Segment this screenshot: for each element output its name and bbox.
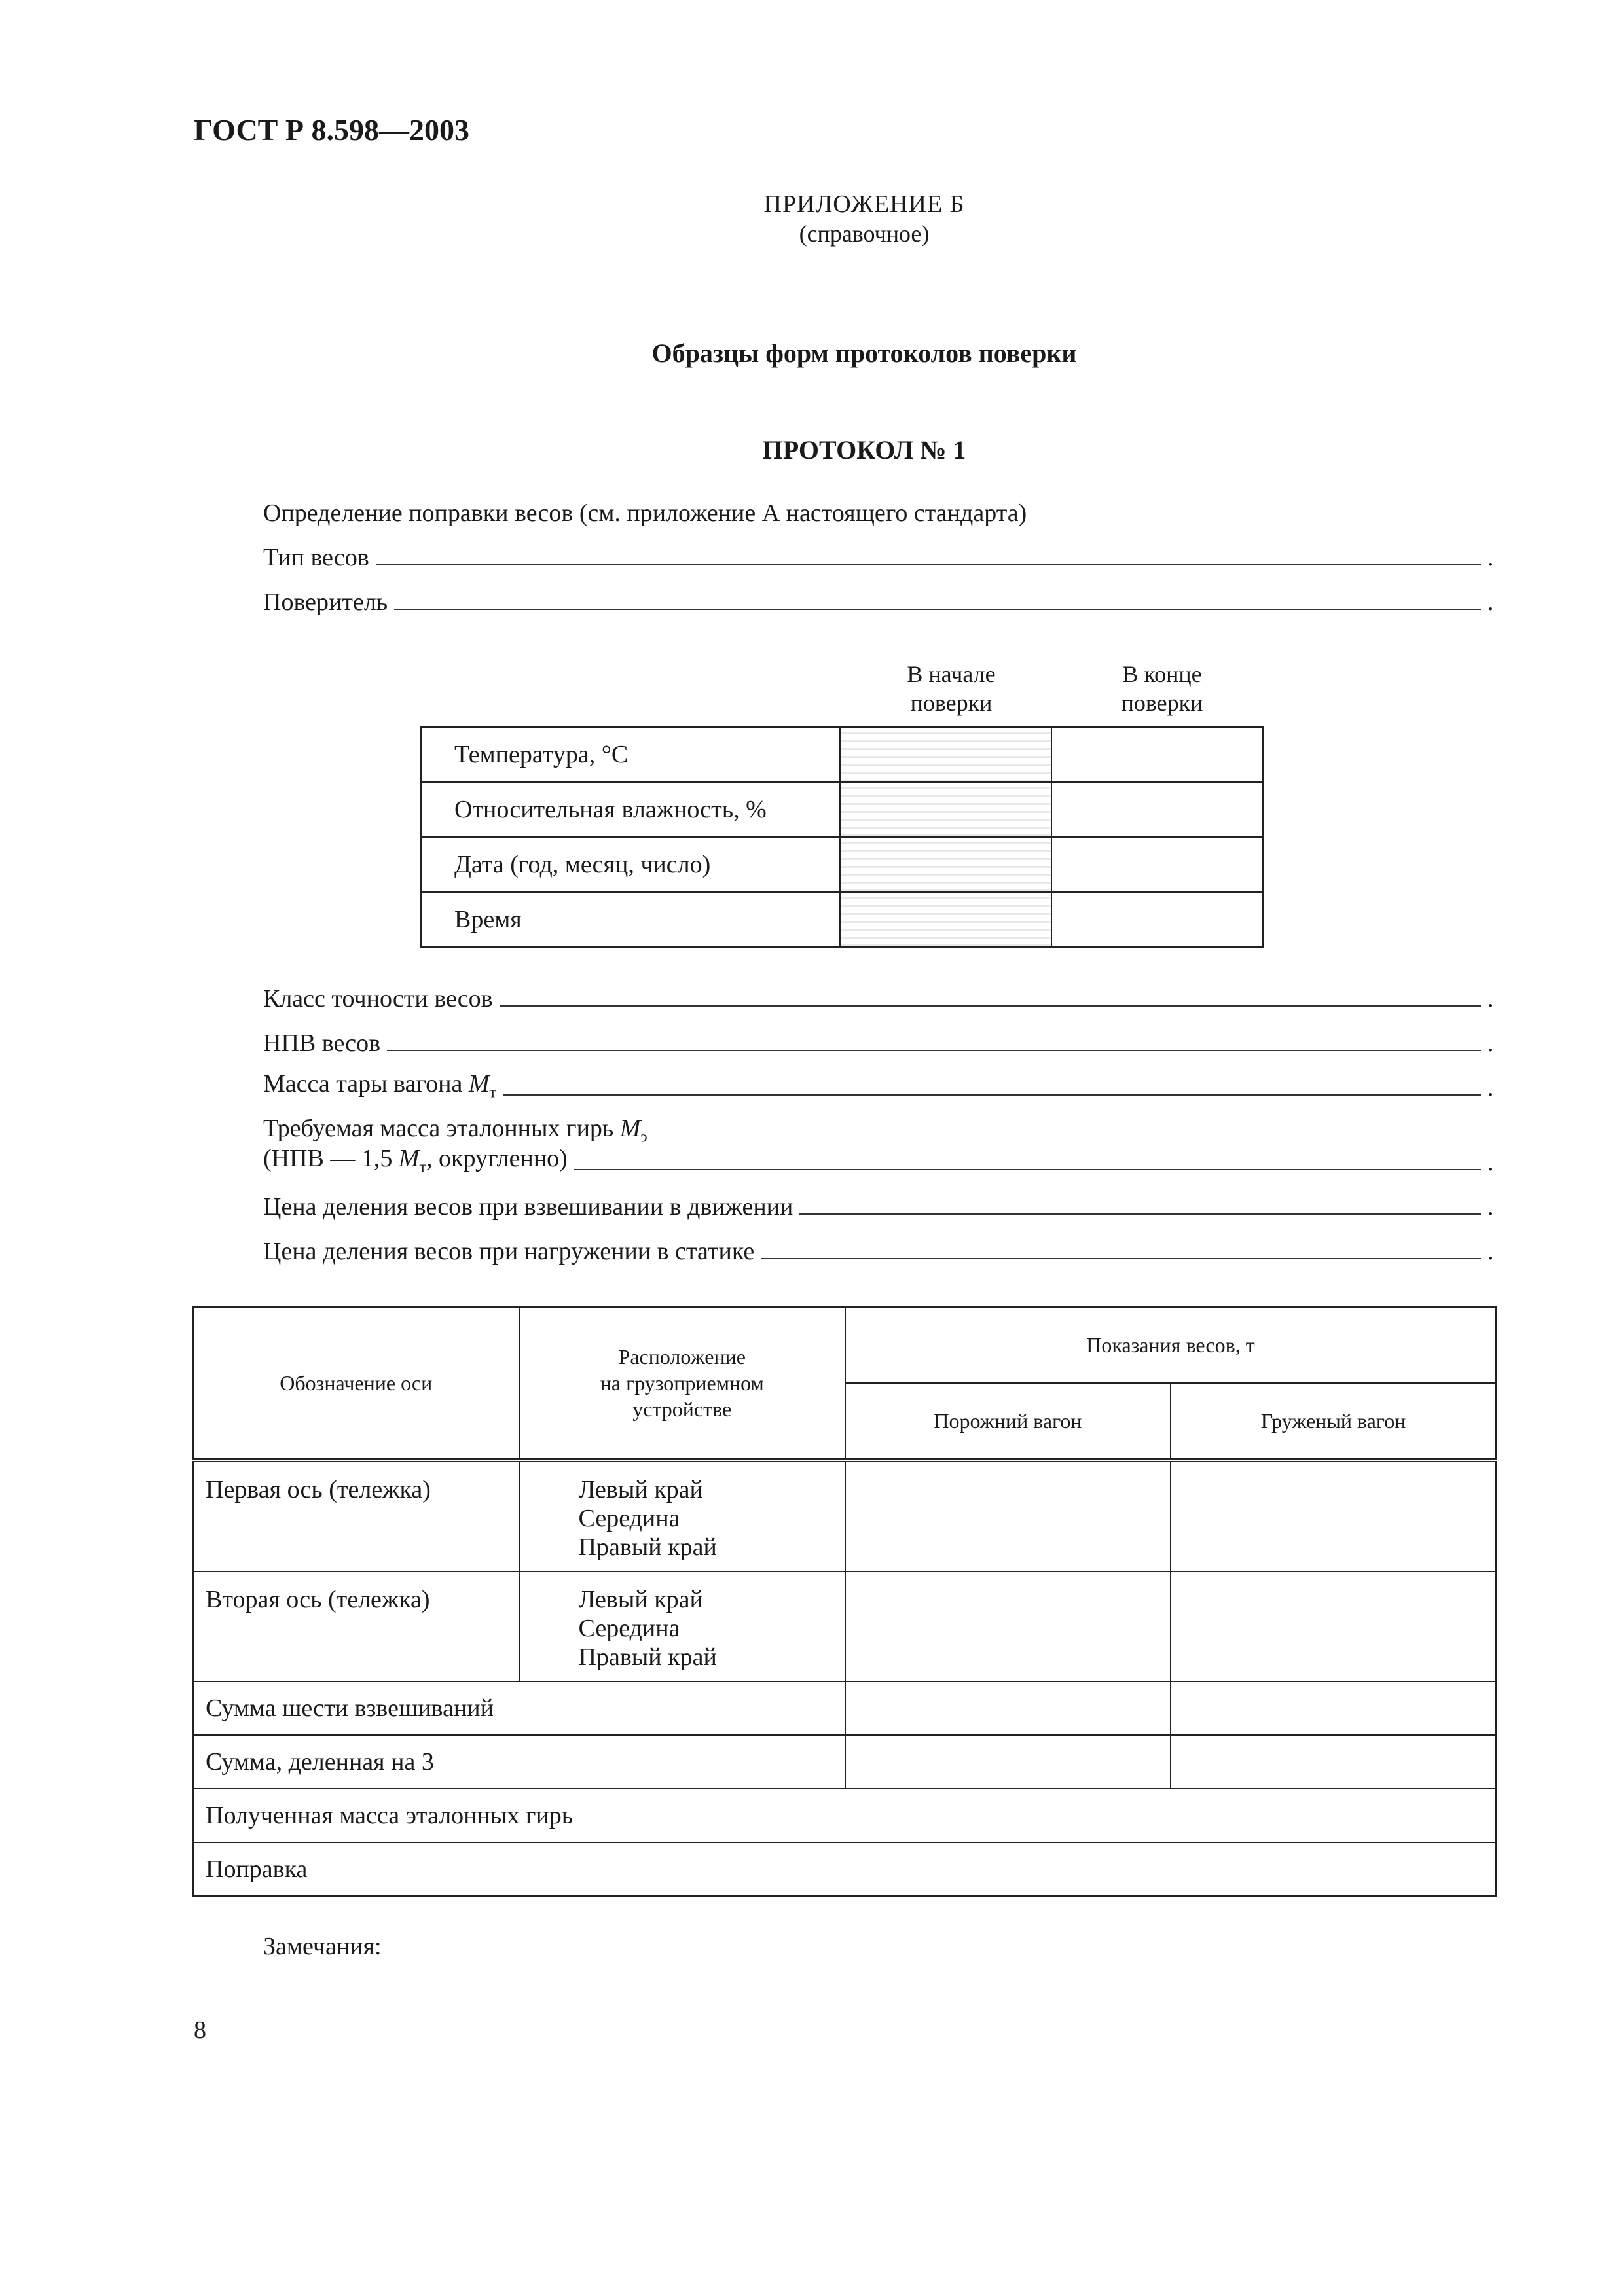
table-row [193,1681,1496,1735]
condition-label: Относительная влажность, % [421,782,840,837]
npv-blank [387,1050,1481,1051]
header-position-line3: устройстве [632,1397,732,1421]
header-position-line1: Расположение [618,1345,746,1369]
npv-label: НПВ весов [263,1030,381,1057]
header-loaded-wagon: Груженый вагон [1171,1383,1496,1460]
axis-cell: Вторая ось (тележка) [193,1571,519,1681]
col-end-line2: поверки [1121,690,1203,716]
required-mass-label: Требуемая масса эталонных гирь [263,1115,614,1143]
division-motion-field [263,1185,1494,1221]
position-middle: Середина [578,1505,680,1532]
table-row [193,1571,1496,1681]
required-formula-a: (НПВ — 1,5 [263,1145,393,1173]
table-row [421,837,1263,892]
division-static-blank [761,1258,1481,1259]
empty-wagon-cell [845,1571,1171,1681]
period: . [1487,1238,1494,1265]
required-formula-b: , округленно) [426,1145,568,1173]
header-empty-wagon: Порожний вагон [845,1383,1171,1460]
obtained-mass-cell: Полученная масса эталонных гирь [193,1789,1496,1842]
division-motion-label: Цена деления весов при взвешивании в движении [263,1193,793,1221]
formula-symbol-letter: M [398,1145,420,1173]
position-middle: Середина [578,1615,680,1642]
condition-start-cell [840,727,1051,782]
condition-label: Температура, °С [421,727,840,782]
header-row [193,1307,1496,1383]
position-right: Правый край [578,1643,717,1671]
tare-symbol [468,1070,496,1102]
condition-label: Время [421,892,840,947]
condition-start-cell [840,837,1051,892]
tare-field [263,1066,1494,1102]
scale-type-blank [376,564,1481,565]
condition-start-cell [840,892,1051,947]
header-axis: Обозначение оси [193,1307,519,1460]
condition-end-cell [1051,727,1263,782]
col-end-heading [1057,660,1267,717]
col-start-line1: В начале [907,661,996,687]
condition-label: Дата (год, месяц, число) [421,837,840,892]
division-motion-blank [799,1213,1481,1215]
position-left: Левый край [578,1476,703,1503]
division-static-label: Цена деления весов при нагружении в статике [263,1238,755,1265]
table-row [193,1842,1496,1896]
required-mass-blank [574,1169,1481,1170]
scale-type-label: Тип весов [263,544,369,571]
verification-table [192,1306,1497,1897]
period: . [1487,1030,1494,1057]
verifier-field [263,580,1494,617]
col-start-heading [846,660,1057,717]
table-row [193,1789,1496,1842]
condition-end-cell [1051,837,1263,892]
protocol-title: ПРОТОКОЛ № 1 [762,435,966,465]
required-symbol-letter: M [619,1115,641,1143]
position-right: Правый край [578,1534,717,1561]
position-cell [519,1571,845,1681]
tare-symbol-letter: M [468,1070,490,1098]
required-formula [263,1144,568,1177]
verifier-blank [394,609,1481,610]
table-row [193,1460,1496,1571]
correction-cell: Поправка [193,1842,1496,1896]
table-row [421,782,1263,837]
header-position-line2: на грузоприемном [600,1371,764,1395]
period: . [1487,588,1494,616]
accuracy-class-label: Класс точности весов [263,985,493,1013]
division-static-field [263,1229,1494,1266]
appendix-subtitle: (справочное) [799,221,930,247]
position-cell [519,1460,845,1571]
table-row [421,727,1263,782]
required-symbol [619,1115,647,1146]
period: . [1487,544,1494,571]
page-number: 8 [194,2017,206,2044]
header-position [519,1307,845,1460]
period: . [1487,1149,1494,1176]
loaded-wagon-cell [1171,1681,1496,1735]
table-row [193,1735,1496,1789]
condition-end-cell [1051,892,1263,947]
tare-label: Масса тары вагона [263,1070,463,1098]
empty-wagon-cell [845,1681,1171,1735]
forms-title: Образцы форм протоколов поверки [651,338,1077,368]
intro-text: Определение поправки весов (см. приложение А настоящего стандарта) [263,499,1027,527]
appendix-title: ПРИЛОЖЕНИЕ Б [763,190,965,218]
tare-symbol-sub: т [489,1085,496,1102]
conditions-table [420,726,1264,948]
scale-type-field [263,535,1494,572]
accuracy-class-blank [500,1005,1481,1007]
sum-div3-cell: Сумма, деленная на 3 [193,1735,845,1789]
table-row [421,892,1263,947]
condition-start-cell [840,782,1051,837]
empty-wagon-cell [845,1735,1171,1789]
period: . [1487,985,1494,1013]
loaded-wagon-cell [1171,1571,1496,1681]
loaded-wagon-cell [1171,1735,1496,1789]
empty-wagon-cell [845,1460,1171,1571]
accuracy-class-field [263,977,1494,1013]
sum-six-cell: Сумма шести взвешиваний [193,1681,845,1735]
remarks-label: Замечания: [263,1933,382,1960]
required-symbol-sub: э [640,1129,647,1146]
formula-symbol [398,1145,427,1176]
loaded-wagon-cell [1171,1460,1496,1571]
period: . [1487,1074,1494,1102]
axis-cell: Первая ось (тележка) [193,1460,519,1571]
tare-blank [503,1094,1481,1096]
period: . [1487,1193,1494,1221]
npv-field [263,1021,1494,1058]
header-readings: Показания весов, т [845,1307,1496,1383]
col-start-line2: поверки [910,690,993,716]
intro-line [263,491,1494,528]
condition-end-cell [1051,782,1263,837]
col-end-line1: В конце [1122,661,1202,687]
required-mass-line2 [263,1140,1494,1177]
tare-label-group [263,1069,496,1102]
verifier-label: Поверитель [263,588,388,616]
position-left: Левый край [578,1586,703,1613]
formula-symbol-sub: т [419,1159,427,1176]
document-header: ГОСТ Р 8.598—2003 [194,113,469,147]
